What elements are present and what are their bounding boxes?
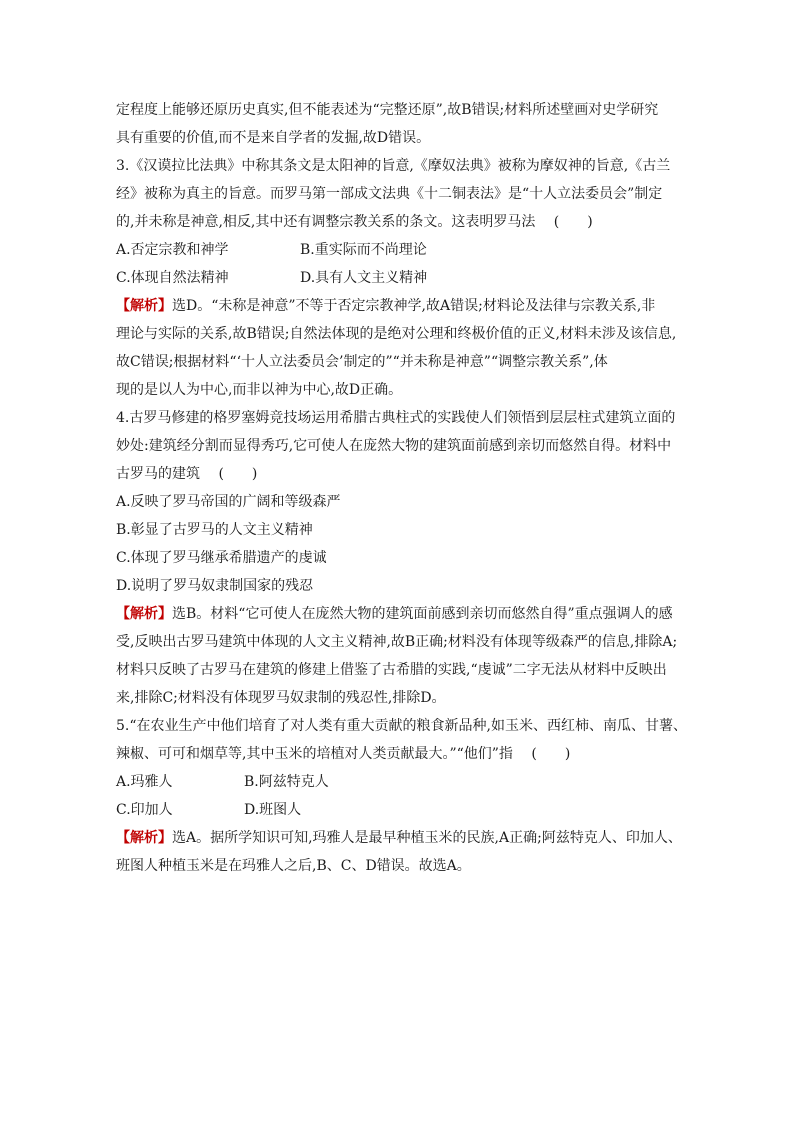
question-stem-line: 妙处:建筑经分割而显得秀巧,它可使人在庞然大物的建筑面前感到亲切而悠然自得。材料中 xyxy=(116,438,672,454)
question-4 xyxy=(116,404,686,712)
text-line: 定程度上能够还原历史真实,但不能表述为“完整还原”,故B错误;材料所述壁画对史学研究 xyxy=(116,102,659,118)
answer-line: 受,反映出古罗马建筑中体现的人文主义精神,故B正确;材料没有体现等级森严的信息,排除A; xyxy=(116,634,678,650)
question-3 xyxy=(116,152,686,404)
options-row xyxy=(116,796,686,824)
answer-text: 选A。据所学知识可知,玛雅人是最早种植玉米的民族,A正确;阿兹特克人、印加人、 xyxy=(172,830,682,846)
option-b: B.阿兹特克人 xyxy=(244,774,329,790)
option-d: D.说明了罗马奴隶制国家的残忍 xyxy=(116,578,314,594)
analysis-tag: 【解析】 xyxy=(116,606,172,622)
question-stem-line: 经》被称为真主的旨意。而罗马第一部成文法典《十二铜表法》是“十人立法委员会”制定 xyxy=(116,186,663,202)
answer-line: 现的是以人为中心,而非以神为中心,故D正确。 xyxy=(116,382,403,398)
options-row xyxy=(116,264,686,292)
answer-line xyxy=(116,824,686,852)
option-a: A.反映了罗马帝国的广阔和等级森严 xyxy=(116,494,341,510)
option-a: A.玛雅人 xyxy=(116,774,173,790)
option-a: A.否定宗教和神学 xyxy=(116,242,229,258)
analysis-tag: 【解析】 xyxy=(116,830,172,846)
option-b: B.重实际而不尚理论 xyxy=(300,242,427,258)
answer-line xyxy=(116,600,686,628)
answer-text: 选D。“未称是神意”不等于否定宗教神学,故A错误;材料论及法律与宗教关系,非 xyxy=(172,298,656,314)
question-stem-line: 的,并未称是神意,相反,其中还有调整宗教关系的条文。这表明罗马法 ( ) xyxy=(116,214,593,230)
answer-line: 材料只反映了古罗马在建筑的修建上借鉴了古希腊的实践,“虔诚”二字无法从材料中反映出 xyxy=(116,662,667,678)
answer-line: 班图人种植玉米是在玛雅人之后,B、C、D错误。故选A。 xyxy=(116,858,471,874)
answer-line: 来,排除C;材料没有体现罗马奴隶制的残忍性,排除D。 xyxy=(116,690,446,706)
option-c: C.印加人 xyxy=(116,802,173,818)
options-row xyxy=(116,236,686,264)
question-5 xyxy=(116,712,686,880)
options-row xyxy=(116,768,686,796)
question-stem-line: 辣椒、可可和烟草等,其中玉米的培植对人类贡献最大。”“他们”指 ( ) xyxy=(116,746,571,762)
text-line: 具有重要的价值,而不是来自学者的发掘,故D错误。 xyxy=(116,130,431,146)
option-b: B.彰显了古罗马的人文主义精神 xyxy=(116,522,313,538)
option-d: D.具有人文主义精神 xyxy=(300,270,428,286)
answer-line: 故C错误;根据材料“‘十人立法委员会’制定的”“并未称是神意”“调整宗教关系”,体 xyxy=(116,354,608,370)
question-stem-line: 3.《汉谟拉比法典》中称其条文是太阳神的旨意,《摩奴法典》被称为摩奴神的旨意,《古兰 xyxy=(116,158,671,174)
analysis-tag: 【解析】 xyxy=(116,298,172,314)
answer-text: 选B。材料“它可使人在庞然大物的建筑面前感到亲切而悠然自得”重点强调人的感 xyxy=(172,606,673,622)
option-c: C.体现自然法精神 xyxy=(116,270,229,286)
option-c: C.体现了罗马继承希腊遗产的虔诚 xyxy=(116,550,327,566)
question-stem-line: 古罗马的建筑 ( ) xyxy=(116,466,258,482)
answer-line: 理论与实际的关系,故B错误;自然法体现的是绝对公理和终极价值的正义,材料未涉及该信息, xyxy=(116,326,677,342)
option-d: D.班图人 xyxy=(244,802,302,818)
answer-line xyxy=(116,292,686,320)
document-body xyxy=(116,96,686,880)
question-stem-line: 4.古罗马修建的格罗塞姆竞技场运用希腊古典柱式的实践使人们领悟到层层柱式建筑立面的 xyxy=(116,410,676,426)
question-stem-line: 5.“在农业生产中他们培育了对人类有重大贡献的粮食新品种,如玉米、西红柿、南瓜、甘薯、 xyxy=(116,718,687,734)
